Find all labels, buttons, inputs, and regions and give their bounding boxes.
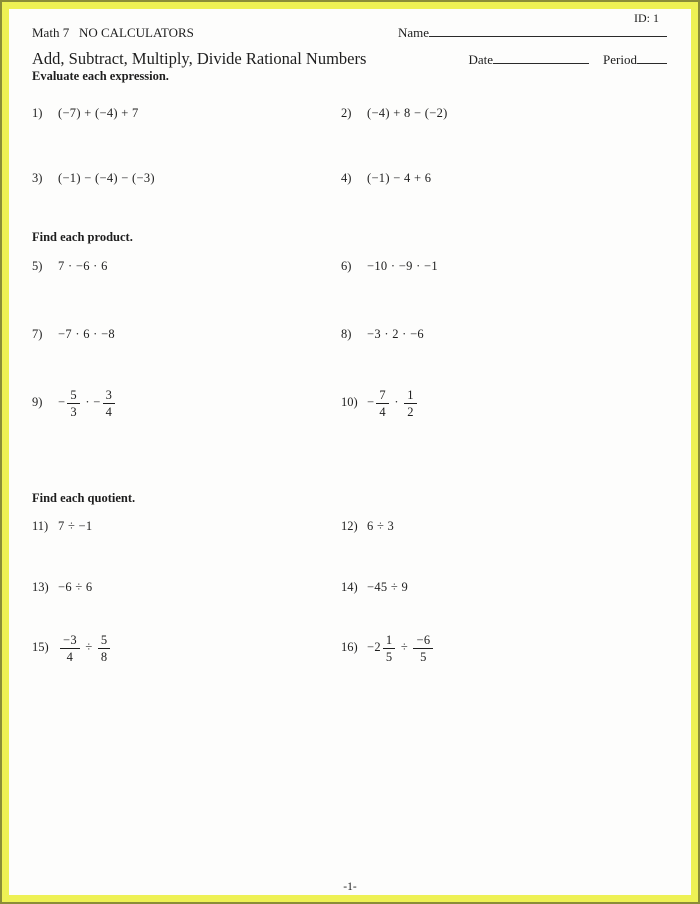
- problem-10: [341, 388, 667, 419]
- date-label: Date: [468, 52, 494, 67]
- problem-number: 15): [32, 640, 49, 655]
- problem-14: [341, 579, 667, 595]
- problem-number: 11): [32, 519, 49, 533]
- fraction-numerator: −6: [413, 633, 433, 649]
- fraction-numerator: 5: [98, 633, 111, 649]
- problem-expression: 7 · −6 · 6: [58, 259, 108, 273]
- problems-area: [32, 69, 667, 664]
- fraction-denominator: 3: [70, 405, 77, 419]
- problem-number: 4): [341, 171, 352, 185]
- problem-expression: (−1) − 4 + 6: [367, 171, 432, 185]
- fraction-denominator: 4: [379, 405, 386, 419]
- problem-expression: −6 ÷ 6: [58, 580, 93, 594]
- problem-16: [341, 633, 667, 664]
- problem-number: 2): [341, 106, 352, 120]
- fraction: [98, 633, 111, 664]
- fraction-denominator: 8: [100, 650, 108, 664]
- problem-number: 6): [341, 259, 352, 273]
- problem-row: [32, 388, 667, 419]
- fraction-numerator: 1: [383, 633, 396, 649]
- fraction-denominator: 4: [105, 405, 113, 419]
- problem-expression: 7 ÷ −1: [58, 519, 93, 533]
- problem-6: [341, 258, 667, 274]
- problem-9: [32, 388, 341, 419]
- fraction: [67, 388, 80, 419]
- problem-row: [32, 579, 667, 595]
- problem-number: 5): [32, 259, 43, 273]
- section-heading: Find each product.: [32, 230, 133, 244]
- period-blank-line: [637, 52, 667, 64]
- worksheet-section: [32, 230, 667, 419]
- section-heading: Find each quotient.: [32, 491, 136, 505]
- fraction: [376, 388, 389, 419]
- fraction-numerator: 7: [376, 388, 389, 404]
- problem-number: 9): [32, 395, 43, 410]
- problem-number: 3): [32, 171, 43, 185]
- problem-expression: 6 ÷ 3: [367, 519, 395, 533]
- problem-7: [32, 326, 341, 342]
- problem-expression: −3 · 2 · −6: [367, 327, 424, 341]
- problem-row: [32, 105, 667, 121]
- problem-number: 10): [341, 395, 358, 410]
- fraction-numerator: −3: [60, 633, 80, 649]
- worksheet-id: ID: 1: [634, 11, 659, 25]
- problem-number: 16): [341, 640, 358, 655]
- problem-row: [32, 633, 667, 664]
- problem-8: [341, 326, 667, 342]
- problem-expression: − $\frac{5}{3}$ · − $\frac{3}{4}$: [58, 395, 117, 409]
- problem-number: 12): [341, 519, 358, 533]
- page-number: -1-: [343, 881, 357, 893]
- problem-expression: (−1) − (−4) − (−3): [58, 171, 155, 185]
- page-title: Add, Subtract, Multiply, Divide Rational Numbers: [32, 49, 367, 68]
- problem-expression: −7 · 6 · −8: [58, 327, 115, 341]
- problem-expression: −10 · −9 · −1: [367, 259, 438, 273]
- problem-12: [341, 518, 667, 534]
- problem-expression: (−7) + (−4) + 7: [58, 106, 139, 120]
- problem-expression: −45 ÷ 9: [367, 580, 409, 594]
- worksheet-section: [32, 69, 667, 186]
- problem-15: [32, 633, 341, 664]
- fraction: [404, 388, 417, 419]
- problem-expression: (−4) + 8 − (−2): [367, 106, 448, 120]
- fraction: [103, 388, 116, 419]
- problem-2: [341, 105, 667, 121]
- problem-expression: $\frac{-3}{4}$ ÷ $\frac{5}{8}$: [58, 640, 112, 654]
- fraction-denominator: 5: [420, 650, 427, 664]
- problem-row: [32, 326, 667, 342]
- problem-expression: − $\frac{7}{4}$ · $\frac{1}{2}$: [367, 395, 419, 409]
- fraction-numerator: 5: [67, 388, 80, 404]
- header-line-1: [32, 25, 667, 41]
- date-field: [469, 52, 590, 68]
- problem-row: [32, 170, 667, 186]
- problem-13: [32, 579, 341, 595]
- fraction-numerator: 1: [404, 388, 417, 404]
- problem-number: 1): [32, 106, 43, 120]
- worksheet-page: [9, 9, 691, 895]
- name-label: Name: [397, 25, 429, 40]
- problem-3: [32, 170, 341, 186]
- fraction-numerator: 3: [103, 388, 116, 404]
- worksheet-section: [32, 491, 667, 664]
- problem-number: 13): [32, 580, 49, 594]
- fraction-denominator: 2: [407, 405, 414, 419]
- date-blank-line: [493, 52, 589, 64]
- section-heading: Evaluate each expression.: [32, 69, 169, 83]
- name-field: [398, 25, 667, 41]
- problem-4: [341, 170, 667, 186]
- problem-11: [32, 518, 341, 534]
- fraction: [383, 633, 396, 664]
- problem-5: [32, 258, 341, 274]
- problem-row: [32, 258, 667, 274]
- problem-expression: −2 $\frac{1}{5}$ ÷ $\frac{-6}{5}$: [367, 640, 435, 654]
- fraction: [413, 633, 433, 664]
- date-period-group: [469, 52, 668, 68]
- fraction-denominator: 5: [385, 650, 393, 664]
- problem-1: [32, 105, 341, 121]
- problem-row: [32, 518, 667, 534]
- fraction-denominator: 4: [66, 650, 74, 664]
- problem-number: 8): [341, 327, 352, 341]
- name-blank-line: [429, 25, 667, 37]
- header-line-2: [32, 49, 667, 69]
- problem-number: 14): [341, 580, 358, 594]
- fraction: [60, 633, 80, 664]
- period-label: Period: [603, 52, 637, 67]
- course-label: Math 7 NO CALCULATORS: [32, 25, 194, 40]
- period-field: [603, 52, 667, 68]
- problem-number: 7): [32, 327, 43, 341]
